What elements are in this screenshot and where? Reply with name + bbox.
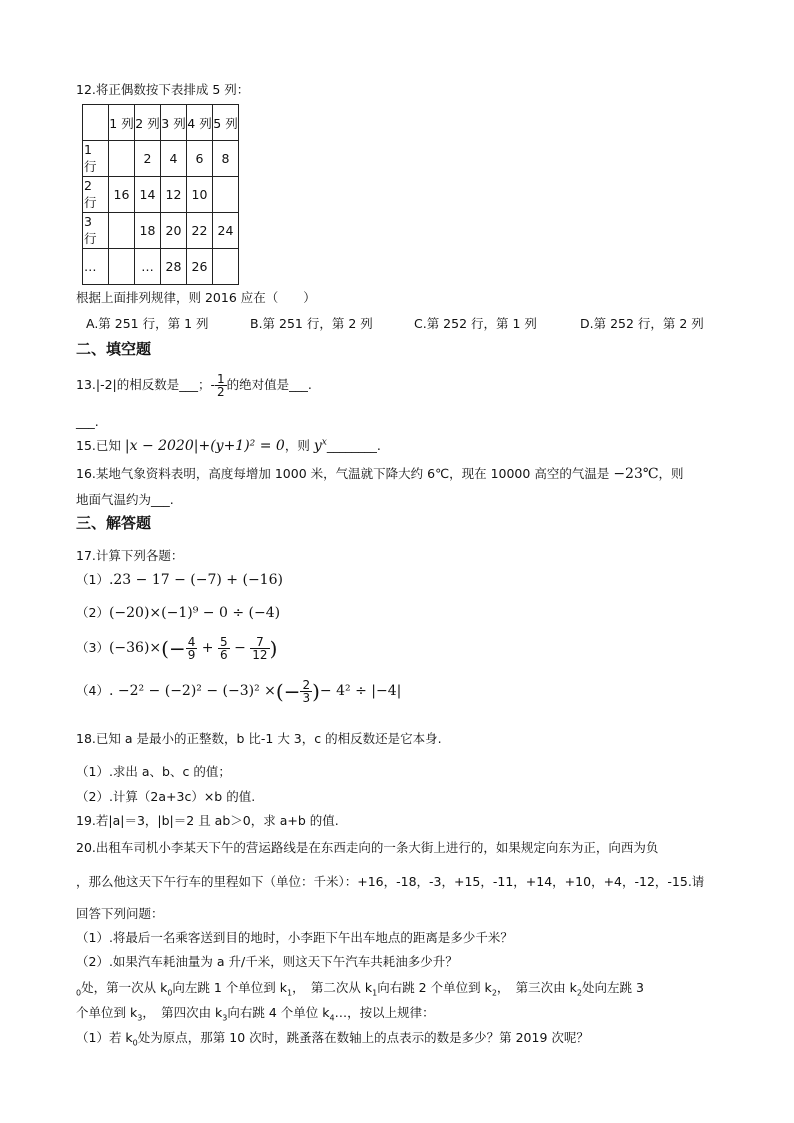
q15-line [76, 436, 381, 454]
table-row [83, 141, 239, 177]
fraction-numerator: 2 [302, 678, 311, 692]
q16-text-end: ，则 [658, 466, 684, 481]
table-cell: … [83, 249, 109, 285]
table-cell: 28 [161, 249, 187, 285]
subscript: 0 [167, 988, 173, 998]
fraction [215, 373, 227, 398]
subscript: 2 [491, 988, 497, 998]
item-expression: (−20)×(−1)⁹ − 0 ÷ (−4) [108, 605, 281, 621]
q20-part-2: （2）.如果汽车耗油量为 a 升/千米，则这天下午汽车共耗油多少升？ [76, 954, 458, 969]
table-cell: 1 行 [83, 141, 109, 177]
item-label: （3） [76, 640, 109, 655]
q21-text: 向左跳 1 个单位到 k [172, 980, 288, 995]
q21-text: 处向左跳 3 [581, 980, 644, 995]
table-cell: 20 [161, 213, 187, 249]
fraction [186, 636, 198, 661]
q16-line-2: 地面气温约为___. [76, 492, 174, 507]
q18-part-2: （2）.计算（2a+3c）×b 的值. [76, 789, 256, 804]
q12-option-c: C.第 252 行，第 1 列 [414, 316, 537, 331]
q15-prefix: 15.已知 [76, 438, 121, 453]
table-cell: 4 列 [187, 105, 213, 141]
q21-text: 向右跳 2 个单位到 k [377, 980, 492, 995]
table-row [83, 213, 239, 249]
q21-line-2 [76, 1003, 435, 1023]
q16-temperature: −23℃ [613, 466, 659, 482]
subscript: 0 [132, 1038, 138, 1048]
q17-item-2 [76, 603, 280, 621]
q13-text-a: 13.|-2|的相反数是___；- [76, 377, 216, 392]
table-header-row [83, 105, 239, 141]
section-heading: 二、填空题 [76, 340, 152, 358]
table-cell: 1 列 [109, 105, 135, 141]
subscript: 2 [576, 988, 582, 998]
table-cell: 18 [135, 213, 161, 249]
q17-item-3 [76, 636, 277, 661]
table-cell [109, 213, 135, 249]
q21-part-1 [76, 1028, 589, 1048]
table-cell [109, 249, 135, 285]
q15-exponent: x [321, 437, 327, 448]
q21-text: 处为原点，那第 10 次时，跳蚤落在数轴上的点表示的数是多少？第 2019 次呢？ [137, 1030, 589, 1045]
subscript: 1 [287, 988, 293, 998]
table-cell: 2 行 [83, 177, 109, 213]
subscript: 1 [372, 988, 378, 998]
item-label: （1） [76, 572, 109, 587]
table-cell: 4 [161, 141, 187, 177]
item-expression: (−36)× [108, 640, 162, 656]
table-cell: 10 [187, 177, 213, 213]
q14-blank: ___. [76, 414, 99, 429]
item-expression: − 4² ÷ |−4| [319, 683, 402, 699]
table-cell: 12 [161, 177, 187, 213]
operator: − [229, 640, 251, 656]
table-row [83, 177, 239, 213]
q20-line-1: 20.出租车司机小李某天下午的营运路线是在东西走向的一条大街上进行的，如果规定向东为正，向西为负 [76, 840, 659, 855]
table-cell: 22 [187, 213, 213, 249]
table-cell: 2 [135, 141, 161, 177]
fraction-numerator: 1 [217, 372, 225, 386]
table-cell [213, 177, 239, 213]
fraction [250, 636, 269, 661]
table-row [83, 249, 239, 285]
q12-question: 根据上面排列规律，则 2016 应在（ ） [76, 290, 316, 305]
q17-item-4 [76, 679, 401, 704]
paren: (− [161, 636, 186, 661]
table-cell: 6 [187, 141, 213, 177]
subscript: 4 [329, 1013, 335, 1023]
q12-option-d: D.第 252 行，第 2 列 [580, 316, 704, 331]
q17-item-1 [76, 570, 283, 588]
q21-line-1 [76, 978, 644, 998]
paren: ) [312, 679, 320, 704]
fraction-denominator: 6 [220, 648, 228, 662]
q21-text: 向右跳 4 个单位 k [227, 1005, 330, 1020]
fraction [300, 679, 312, 704]
item-expression: . −2² − (−2)² − (−3)² × [108, 683, 276, 699]
q20-line-2: ，那么他这天下午行车的里程如下（单位：千米）：+16，-18，-3，+15，-11，+14，+10，+4，-12，-15.请 [76, 874, 705, 889]
table-cell: 24 [213, 213, 239, 249]
q18-part-1: （1）.求出 a、b、c 的值； [76, 764, 231, 779]
paren: (− [275, 679, 301, 704]
subscript: 3 [137, 1013, 143, 1023]
paren: ) [269, 636, 278, 661]
q15-equation: |x − 2020|+(y+1)² = 0 [124, 438, 285, 454]
table-cell [83, 105, 109, 141]
table-cell: 3 列 [161, 105, 187, 141]
q13-text-b: 的绝对值是___. [226, 377, 312, 392]
table-cell: … [135, 249, 161, 285]
table-cell: 26 [187, 249, 213, 285]
section-heading: 三、解答题 [76, 514, 152, 532]
item-label: （4） [76, 683, 109, 698]
table-cell: 8 [213, 141, 239, 177]
fraction-denominator: 12 [252, 648, 268, 662]
subscript: 3 [222, 1013, 228, 1023]
table-cell: 14 [135, 177, 161, 213]
q13-line [76, 373, 312, 398]
q12-option-b: B.第 251 行，第 2 列 [250, 316, 373, 331]
q17-intro: 17.计算下列各题： [76, 548, 184, 563]
table-cell: 3 行 [83, 213, 109, 249]
q16-line-1 [76, 464, 684, 482]
table-cell: 16 [109, 177, 135, 213]
q12-table [82, 104, 239, 285]
q12-intro: 12.将正偶数按下表排成 5 列： [76, 82, 250, 97]
fraction-numerator: 4 [187, 635, 196, 649]
fraction-denominator: 2 [217, 385, 225, 399]
q21-text: ， 第二次从 k [292, 980, 373, 995]
item-label: （2） [76, 605, 109, 620]
operator: + [197, 640, 218, 656]
q15-suffix: ________. [326, 438, 381, 453]
subscript: 0 [76, 988, 82, 998]
q21-text: （1）若 k [76, 1030, 133, 1045]
q21-text: …，按以上规律： [334, 1005, 435, 1020]
fraction-denominator: 3 [302, 691, 311, 705]
table-cell [109, 141, 135, 177]
q19-text: 19.若|a|＝3，|b|＝2 且 ab＞0，求 a+b 的值. [76, 813, 339, 828]
q20-line-3: 回答下列问题： [76, 906, 164, 921]
q12-option-a: A.第 251 行，第 1 列 [86, 316, 209, 331]
q21-text: 个单位到 k [76, 1005, 138, 1020]
q20-part-1: （1）.将最后一名乘客送到目的地时，小李距下午出车地点的距离是多少千米？ [76, 930, 513, 945]
q21-text: 处，第一次从 k [81, 980, 168, 995]
q15-base: y [313, 438, 322, 454]
fraction-numerator: 7 [250, 636, 269, 649]
q16-text: 16.某地气象资料表明，高度每增加 1000 米，气温就下降大约 6℃，现在 10000 高空的气温是 [76, 466, 610, 481]
fraction [218, 636, 230, 661]
item-expression: .23 − 17 − (−7) + (−16) [108, 572, 283, 588]
q21-text: ， 第三次由 k [496, 980, 577, 995]
table-cell [213, 249, 239, 285]
q21-text: ， 第四次由 k [142, 1005, 223, 1020]
table-cell: 5 列 [213, 105, 239, 141]
q15-expression [314, 438, 327, 454]
fraction-denominator: 9 [187, 648, 196, 662]
q18-intro: 18.已知 a 是最小的正整数，b 比-1 大 3，c 的相反数还是它本身. [76, 731, 442, 746]
table-cell: 2 列 [135, 105, 161, 141]
q15-mid: ，则 [284, 438, 310, 453]
fraction-numerator: 5 [220, 635, 228, 649]
